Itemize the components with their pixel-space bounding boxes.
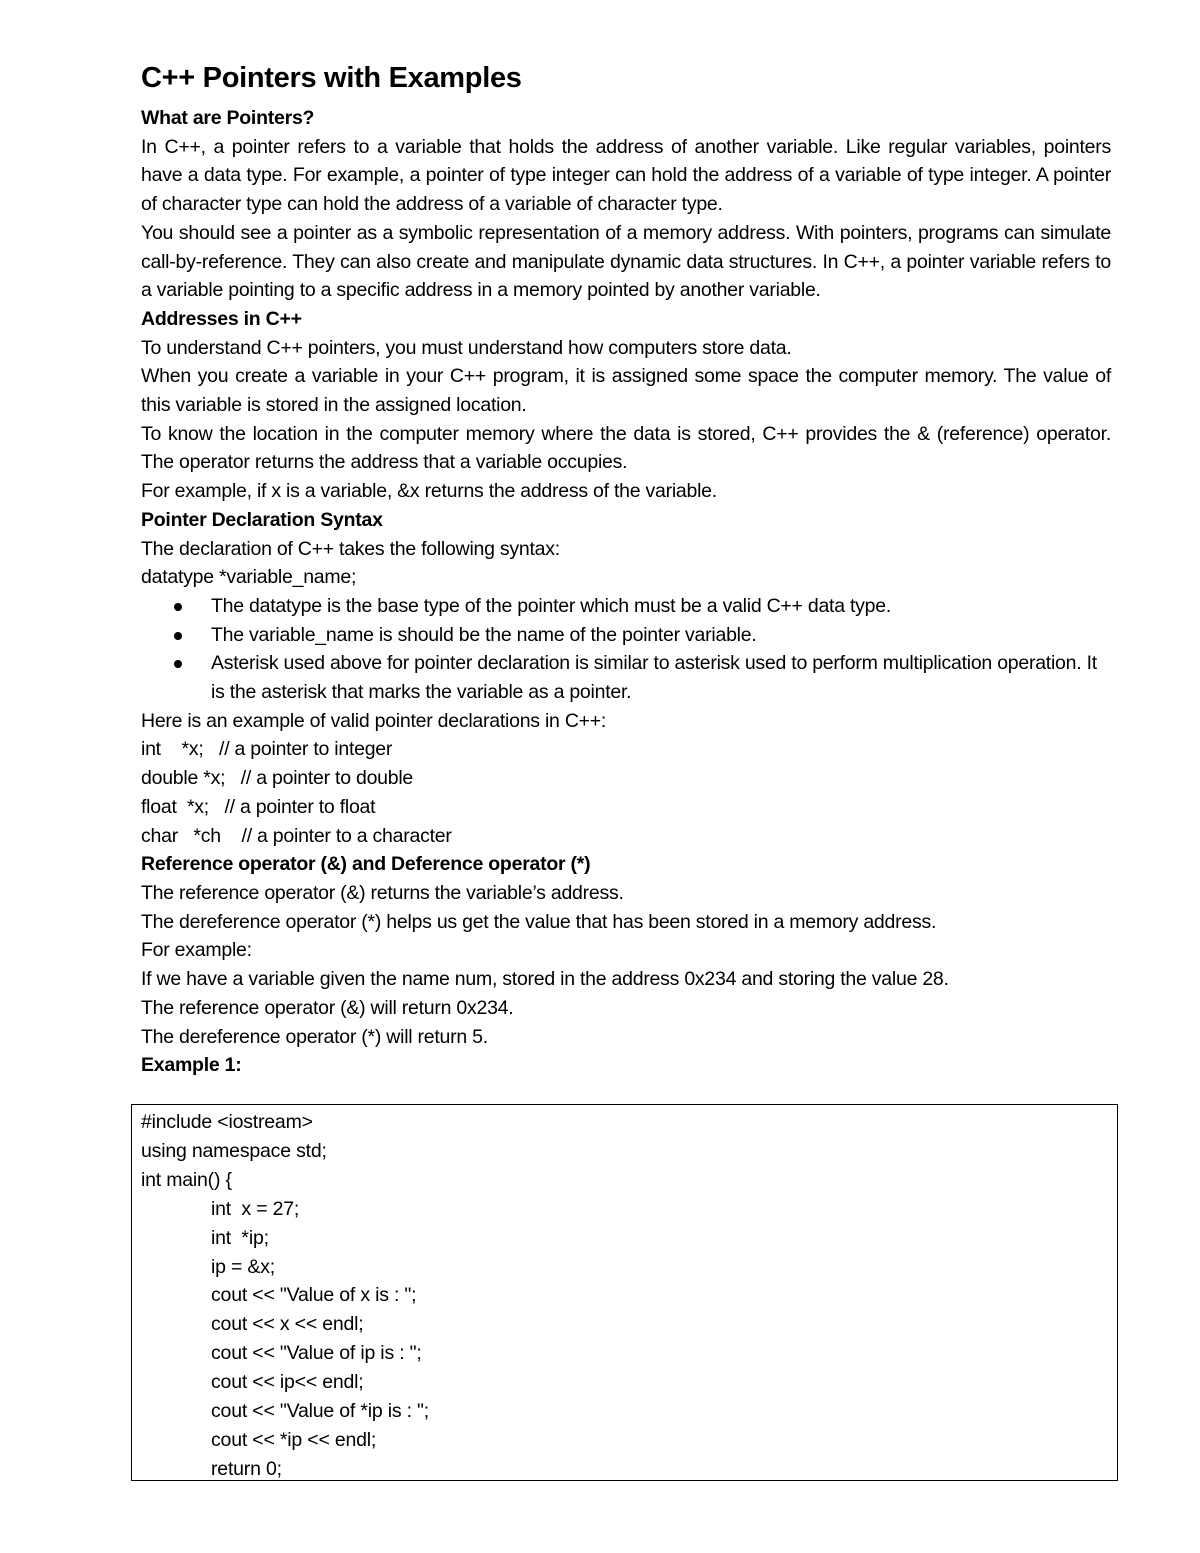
- code-line: cout << *ip << endl;: [211, 1428, 377, 1451]
- paragraph: If we have a variable given the name num, stored in the address 0x234 and storing the value 28.: [141, 968, 949, 991]
- code-line: cout << ip<< endl;: [211, 1371, 364, 1394]
- code-line: ip = &x;: [211, 1255, 275, 1278]
- paragraph: The dereference operator (*) will return 5.: [141, 1025, 488, 1048]
- bullet-icon: [174, 603, 182, 611]
- paragraph: To know the location in the computer memory where the data is stored, C++ provides the & (reference) operator. The operator returns the address that a variable occupies.: [141, 422, 1111, 474]
- example-line: float *x; // a pointer to float: [141, 795, 376, 818]
- paragraph: Here is an example of valid pointer declarations in C++:: [141, 709, 607, 732]
- code-line: cout << "Value of x is : ";: [211, 1284, 417, 1307]
- example-line: char *ch // a pointer to a character: [141, 824, 452, 847]
- code-line: cout << "Value of *ip is : ";: [211, 1400, 429, 1423]
- section-heading-what: What are Pointers?: [141, 107, 315, 129]
- page-title: C++ Pointers with Examples: [141, 62, 522, 94]
- paragraph: The reference operator (&) returns the variable’s address.: [141, 881, 624, 904]
- document-page: [141, 58, 1111, 1080]
- code-line: int *ip;: [211, 1226, 269, 1249]
- code-line: return 0;: [211, 1457, 282, 1480]
- code-line: #include <iostream>: [141, 1111, 313, 1133]
- bullet-icon: [174, 632, 182, 640]
- list-item: The datatype is the base type of the pointer which must be a valid C++ data type.: [211, 592, 1111, 621]
- paragraph: The dereference operator (*) helps us get the value that has been stored in a memory address.: [141, 910, 937, 933]
- section-heading-example: Example 1:: [141, 1054, 242, 1077]
- syntax-line: datatype *variable_name;: [141, 566, 357, 589]
- section-heading-declaration: Pointer Declaration Syntax: [141, 508, 383, 531]
- code-line: int x = 27;: [211, 1197, 300, 1220]
- example-line: int *x; // a pointer to integer: [141, 738, 393, 761]
- paragraph: In C++, a pointer refers to a variable that holds the address of another variable. Like regular variables, pointers have a data type. For example, a pointer of type integer can hold the address of a variable of type integer. A pointer of character type can hold the address of a variable of character type.: [141, 135, 1111, 216]
- code-line: cout << "Value of ip is : ";: [211, 1342, 422, 1365]
- paragraph: When you create a variable in your C++ program, it is assigned some space the computer memory. The value of this variable is stored in the assigned location.: [141, 365, 1111, 417]
- paragraph: To understand C++ pointers, you must understand how computers store data.: [141, 336, 792, 359]
- paragraph: For example, if x is a variable, &x returns the address of the variable.: [141, 480, 717, 503]
- paragraph: The reference operator (&) will return 0x234.: [141, 996, 514, 1019]
- paragraph: You should see a pointer as a symbolic representation of a memory address. With pointers, programs can simulate call-by-reference. They can also create and manipulate dynamic data structures. In C++, a pointer variable refers to a variable pointing to a specific address in a memory pointed by another variable.: [141, 221, 1111, 302]
- list-item: Asterisk used above for pointer declaration is similar to asterisk used to perform multiplication operation. It is the asterisk that marks the variable as a pointer.: [211, 649, 1111, 706]
- code-line: int main() {: [141, 1168, 232, 1191]
- bullet-list: [141, 592, 1111, 707]
- section-heading-reference: Reference operator (&) and Deference operator (*): [141, 853, 591, 876]
- list-item: The variable_name is should be the name of the pointer variable.: [211, 621, 1111, 650]
- example-line: double *x; // a pointer to double: [141, 767, 414, 790]
- code-block: [131, 1104, 1118, 1481]
- paragraph: For example:: [141, 939, 252, 962]
- section-heading-addresses: Addresses in C++: [141, 307, 302, 330]
- bullet-icon: [174, 660, 182, 668]
- code-line: using namespace std;: [141, 1139, 327, 1162]
- code-line: cout << x << endl;: [211, 1313, 364, 1336]
- paragraph: The declaration of C++ takes the following syntax:: [141, 537, 560, 560]
